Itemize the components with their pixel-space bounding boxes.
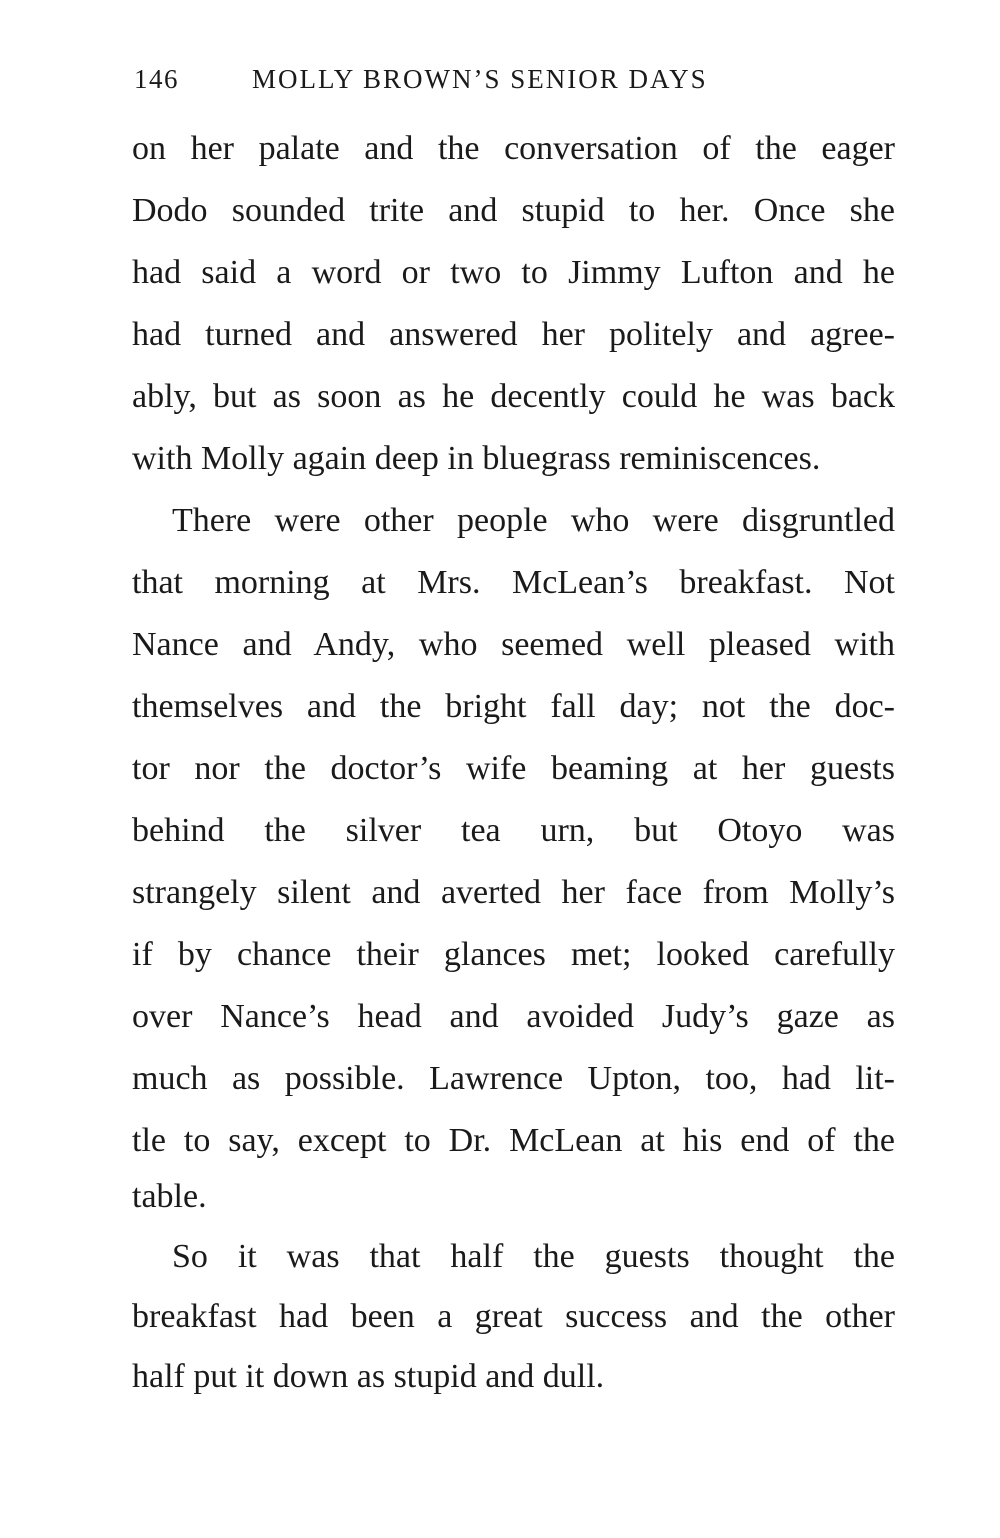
text-line: strangely silent and averted her face from Molly’s — [132, 874, 895, 911]
text-line: over Nance’s head and avoided Judy’s gaze as — [132, 998, 895, 1035]
text-line: themselves and the bright fall day; not the doc- — [132, 688, 895, 725]
text-line: had turned and answered her politely and agree- — [132, 316, 895, 353]
text-line: much as possible. Lawrence Upton, too, had lit- — [132, 1060, 895, 1097]
page-number: 146 — [134, 64, 179, 94]
text-line: behind the silver tea urn, but Otoyo was — [132, 812, 895, 849]
text-line: table. — [132, 1178, 207, 1215]
running-title: MOLLY BROWN’S SENIOR DAYS — [252, 64, 708, 94]
running-head — [134, 64, 834, 104]
text-line: half put it down as stupid and dull. — [132, 1358, 605, 1395]
text-line: ably, but as soon as he decently could he was back — [132, 378, 895, 415]
text-line: Dodo sounded trite and stupid to her. Once she — [132, 192, 895, 229]
text-line: had said a word or two to Jimmy Lufton and he — [132, 254, 895, 291]
text-line: on her palate and the conversation of the eager — [132, 130, 895, 167]
text-line: tle to say, except to Dr. McLean at his end of the — [132, 1122, 895, 1159]
paragraph-first-line: So it was that half the guests thought the — [172, 1238, 895, 1275]
paragraph-first-line: There were other people who were disgruntled — [172, 502, 895, 539]
text-line: that morning at Mrs. McLean’s breakfast. Not — [132, 564, 895, 601]
text-line: with Molly again deep in bluegrass reminiscences. — [132, 440, 821, 477]
text-line: Nance and Andy, who seemed well pleased with — [132, 626, 895, 663]
text-line: breakfast had been a great success and the other — [132, 1298, 895, 1335]
text-line: tor nor the doctor’s wife beaming at her guests — [132, 750, 895, 787]
text-line: if by chance their glances met; looked carefully — [132, 936, 895, 973]
